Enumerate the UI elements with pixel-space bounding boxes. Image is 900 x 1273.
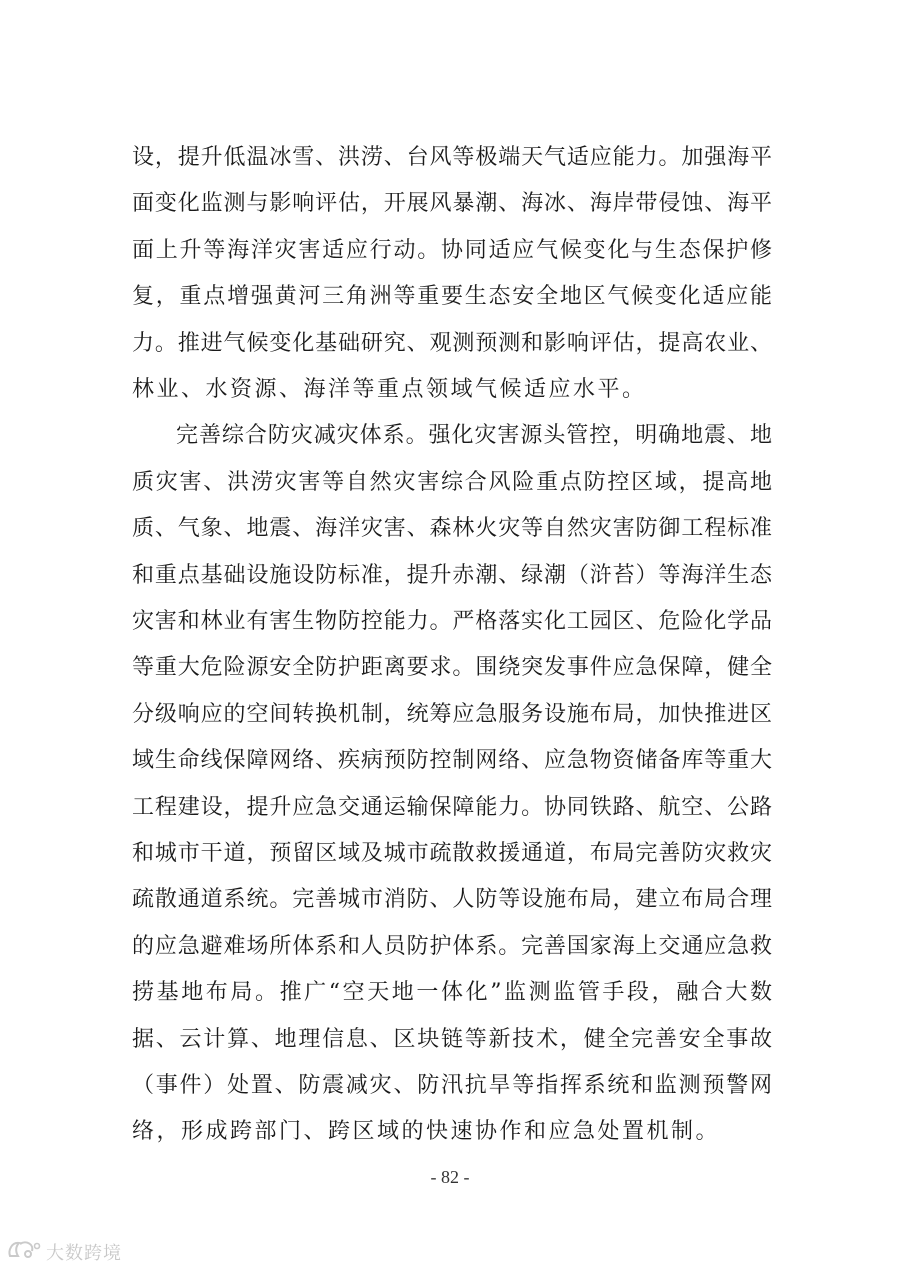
text-line: 工程建设，提升应急交通运输保障能力。协同铁路、航空、公路 [132,794,772,820]
text-line: 和重点基础设施设防标准，提升赤潮、绿潮（浒苔）等海洋生态 [132,562,772,588]
text-line: 等重大危险源安全防护距离要求。围绕突发事件应急保障，健全 [132,655,772,681]
watermark-text: 大数跨境 [46,1243,122,1264]
text-line: 质、气象、地震、海洋灾害、森林火灾等自然灾害防御工程标准 [132,516,772,542]
text-line: 面上升等海洋灾害适应行动。协同适应气候变化与生态保护修 [132,237,772,263]
text-line: 据、云计算、地理信息、区块链等新技术，健全完善安全事故 [132,1026,772,1052]
text-line: 设，提升低温冰雪、洪涝、台风等极端天气适应能力。加强海平 [132,145,772,170]
text-line: （事件）处置、防震减灾、防汛抗旱等指挥系统和监测预警网 [132,1073,772,1098]
watermark [6,1238,122,1266]
text-line: 完善综合防灾减灾体系。强化灾害源头管控，明确地震、地 [176,423,772,449]
text-line: 疏散通道系统。完善城市消防、人防等设施布局，建立布局合理 [132,887,772,913]
text-line: 质灾害、洪涝灾害等自然灾害综合风险重点防控区域，提高地 [132,469,772,495]
text-line: 捞基地布局。推广“空天地一体化”监测监管手段，融合大数 [132,980,772,1006]
text-line: 力。推进气候变化基础研究、观测预测和影响评估，提高农业、 [132,330,772,356]
text-line: 和城市干道，预留区域及城市疏散救援通道，布局完善防灾救灾 [132,841,772,866]
brand-logo-icon [6,1238,42,1266]
text-line: 林业、水资源、海洋等重点领域气候适应水平。 [132,377,647,402]
text-line: 的应急避难场所体系和人员防护体系。完善国家海上交通应急救 [132,933,772,959]
text-line: 灾害和林业有害生物防控能力。严格落实化工园区、危险化学品 [132,609,772,634]
text-line: 复，重点增强黄河三角洲等重要生态安全地区气候变化适应能 [132,284,772,310]
page-number: - 82 - [430,1166,470,1187]
text-line: 络，形成跨部门、跨区域的快速协作和应急处置机制。 [132,1119,721,1145]
text-line: 域生命线保障网络、疾病预防控制网络、应急物资储备库等重大 [132,748,772,774]
text-line: 分级响应的空间转换机制，统筹应急服务设施布局，加快推进区 [132,701,772,727]
text-line: 面变化监测与影响评估，开展风暴潮、海冰、海岸带侵蚀、海平 [132,191,772,217]
